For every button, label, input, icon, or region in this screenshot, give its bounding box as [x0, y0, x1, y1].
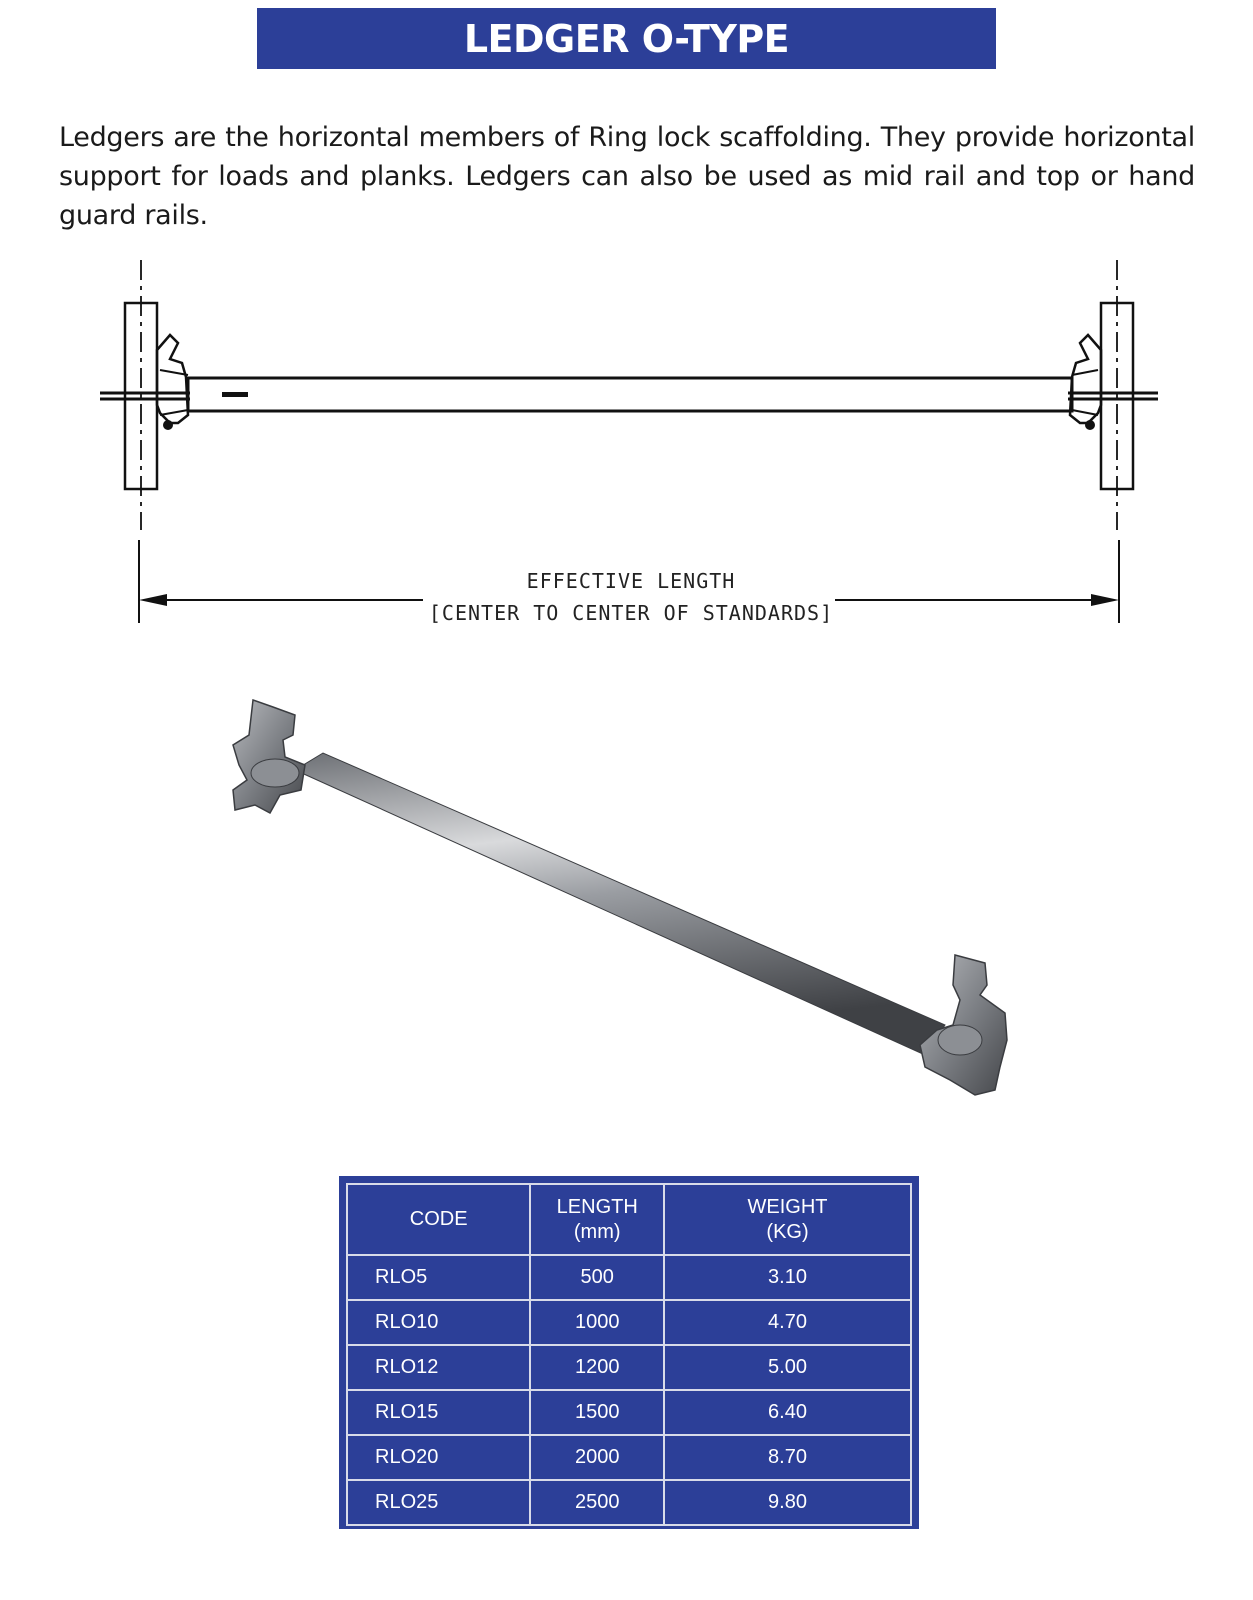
cell-code: RLO12 — [347, 1345, 530, 1390]
table-row — [347, 1300, 911, 1345]
left-coupler-head — [233, 700, 305, 813]
header-length: LENGTH (mm) — [530, 1184, 664, 1255]
cell-length: 1000 — [530, 1300, 664, 1345]
cell-weight: 6.40 — [664, 1390, 911, 1435]
ledger-product-image — [225, 695, 1045, 1135]
table-row — [347, 1435, 911, 1480]
cell-code: RLO5 — [347, 1255, 530, 1300]
cell-length: 1500 — [530, 1390, 664, 1435]
ledger-technical-drawing — [0, 255, 1253, 640]
table-row — [347, 1390, 911, 1435]
table-row — [347, 1345, 911, 1390]
cell-length: 2500 — [530, 1480, 664, 1525]
description-paragraph: Ledgers are the horizontal members of Ring lock scaffolding. They provide horizontal support for loads and planks. Ledgers can also be used as mid rail and top or hand guard rails. — [59, 122, 1195, 231]
page-title: LEDGER O-TYPE — [463, 16, 790, 61]
cell-length: 500 — [530, 1255, 664, 1300]
cell-length: 1200 — [530, 1345, 664, 1390]
cell-weight: 4.70 — [664, 1300, 911, 1345]
cell-weight: 8.70 — [664, 1435, 911, 1480]
table-row — [347, 1480, 911, 1525]
header-weight: WEIGHT (KG) — [664, 1184, 911, 1255]
cell-length: 2000 — [530, 1435, 664, 1480]
cell-code: RLO25 — [347, 1480, 530, 1525]
cell-weight: 5.00 — [664, 1345, 911, 1390]
cell-code: RLO10 — [347, 1300, 530, 1345]
header-code: CODE — [347, 1184, 530, 1255]
title-banner — [257, 8, 996, 69]
dimension-label-line2: [CENTER TO CENTER OF STANDARDS] — [428, 601, 834, 625]
specification-table — [339, 1176, 919, 1529]
dimension-label-line1: EFFECTIVE LENGTH — [526, 569, 736, 593]
cell-code: RLO15 — [347, 1390, 530, 1435]
cell-code: RLO20 — [347, 1435, 530, 1480]
table-header-row — [347, 1184, 911, 1255]
cell-weight: 9.80 — [664, 1480, 911, 1525]
table-row — [347, 1255, 911, 1300]
cell-weight: 3.10 — [664, 1255, 911, 1300]
